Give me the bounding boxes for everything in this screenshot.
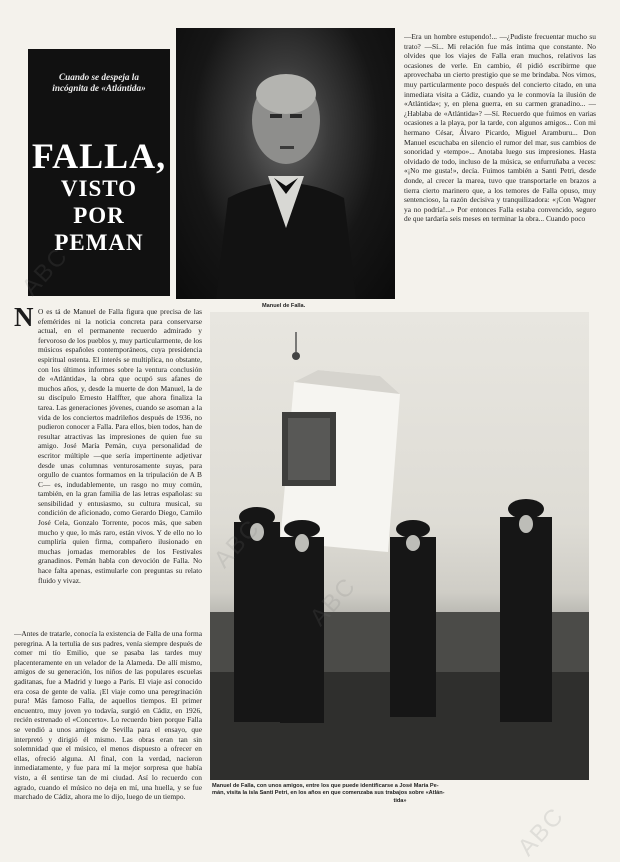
article-text-right: —Era un hombre estupendo!... —¿Pudiste frecuentar mucho su trato? —Sí... Mi relación fue más íntima que constante. No olvides que los viajes de Falla eran muchos, relativos las ocasiones de verle. En cambio, él pidió escribirme que aprovechaba un cierto prestigio que se me brindaba. Nos vimos, muy particularmente poco después del concierto citado, en una inmediata visita a Cádiz, cuando ya le conmovía la ilusión de «Atlántida»; y, en plena guerra, en su carmen granadino... —¿Hablaba de «Atlántida»? —Sí. Recuerdo que fuimos en varias ocasiones a la playa, por la tarde, con algunos amigos... Con mi hermano César, Álvaro Picardo, Miguel Aramburu... Don Manuel escuchaba en silencio el rumor del mar, sus cambios de sonoridad y «tempo»... Anotaba luego sus impresiones. Hasta olvidado de todo, incluso de la música, se enfurruñaba a veces: «¡No me gusta!», decía. Fuimos también a Santi Petri, desde donde, al crecer la marea, tuvo que transportarle en brazos a tierra cierto marinero que, a los temores de Falla opuso, muy sentencioso, la razón decisiva y tranquilizadora: «¡Con Wagner ya no podría!...» Por entonces Falla estaba convencido, seguro de que tardaría seis meses en terminar la obra... Cuando poco (404, 32, 596, 224)
drop-cap: N (14, 302, 34, 332)
group-caption-line-2: mán, visita la isla Santi Petri, en los años en que comenzaba sus trabajos sobre «Atlán- (212, 790, 445, 797)
abc-watermark: ABC (16, 242, 74, 302)
article-text-left-1: O es tá de Manuel de Falla figura que precisa de las efemérides ni la noticia concreta para conservarse actual, en el permanente recuerdo admirado y fervoroso de los pueblos y, muy particularmente, de los músicos españoles contemporáneos, cuya presidencia espiritual ostenta. El interés se multiplica, no obstante, con los últimos informes sobre la ventura conclusión de «Atlántida», la obra que ocupó sus afanes de muchos años, y, desde la muerte de don Manuel, la de su discípulo Ernesto Halffter, que ahora finaliza la tarea. Las generaciones jóvenes, cuando se asoman a la vida de los conciertos madrileños después de 1936, no pudieron conocer a Falla. Para ellos, bien todos, han de resultar atractivas las impresiones de quien fue su amigo. José María Pemán, cuya personalidad de escritor múltiple —que sería impertinente adjetivar desde unas columnas venturosamente suyas, para orgullo de cuantos formamos en la tripulación de A B C— es, indudablemente, un rasgo no muy común, también, en la gran familia de las letras españolas: su sensibilidad y entusiasmo, su cultura musical, su condición de aficionado, como Gerardo Diego, Camilo José Cela, Gonzalo Torrente, pocos más, que saben mucho y que, lo más raro, están vivos. Y de ello no lo cumpliría quien firma, compañero ilusionado en muchas jornadas memorables de los Festivales granadinos. Pemán habla con devoción de Falla. No hace falta apenas, estimularle con preguntas su relato fluido y vivaz. (38, 307, 202, 585)
falla-portrait-photo (176, 28, 395, 299)
portrait-caption: Manuel de Falla. (262, 303, 306, 309)
abc-watermark: ABC (512, 802, 570, 862)
abc-watermark: ABC (304, 572, 362, 632)
group-caption-line-3: tida» (393, 797, 407, 804)
group-photo-caption (212, 783, 588, 805)
headline-line-2: VISTO (60, 176, 138, 201)
headline-line-4: PEMAN (54, 230, 144, 255)
portrait-figure (176, 28, 395, 299)
article-headline (28, 137, 170, 256)
headline-line-1: FALLA, (31, 136, 167, 176)
group-caption-line-1: Manuel de Falla, con unos amigos, entre los que puede identificarse a José María Pe- (212, 783, 439, 789)
article-kicker: Cuando se despeja la incógnita de «Atlántida» (52, 72, 146, 93)
abc-watermark: ABC (208, 514, 266, 574)
group-photo-scene (210, 312, 589, 780)
article-text-left-2: —Antes de tratarle, conocía la existencia de Falla de una forma peregrina. A la tertulia de sus padres, venía siempre después de comer mi tío Emilio, que se pasaba las tardes muy placenteramente en un velador de la Alameda. De allí mismo, amigos de su generación, los niños de las populares escuelas gaditanas, fue a Madrid y luego a París. El viaje así conocido era cosa de gente de valía. ¡El viaje como una peregrinación pura! Más famoso Falla, de aquellos tiempos. El primer encuentro, muy joven yo todavía, surgió en Cádiz, en 1926, recién estrenado el «Concerto». Lo recuerdo bien porque Falla se vendió a unos amigos de Sevilla para el ensayo, que interpretó y dirigió él mismo. Las obras eran tan sin solemnidad que el músico, el menos dispuesto a ofrecer en ellas, ofreció alguna. Al final, con la verdad, nacieron inmediatamente, y fue para mí la mejor sorpresa que había visto, a él sentirse tan de mi ciudad. Así lo recuerdo con agrado, cuando el músico no deja en mí, una huella, y se fue marchado de Cádiz, ahora me lo dijo, luego de un tiempo. (14, 629, 202, 802)
headline-line-3: POR (73, 203, 125, 228)
group-photo-santi-petri (210, 312, 589, 780)
